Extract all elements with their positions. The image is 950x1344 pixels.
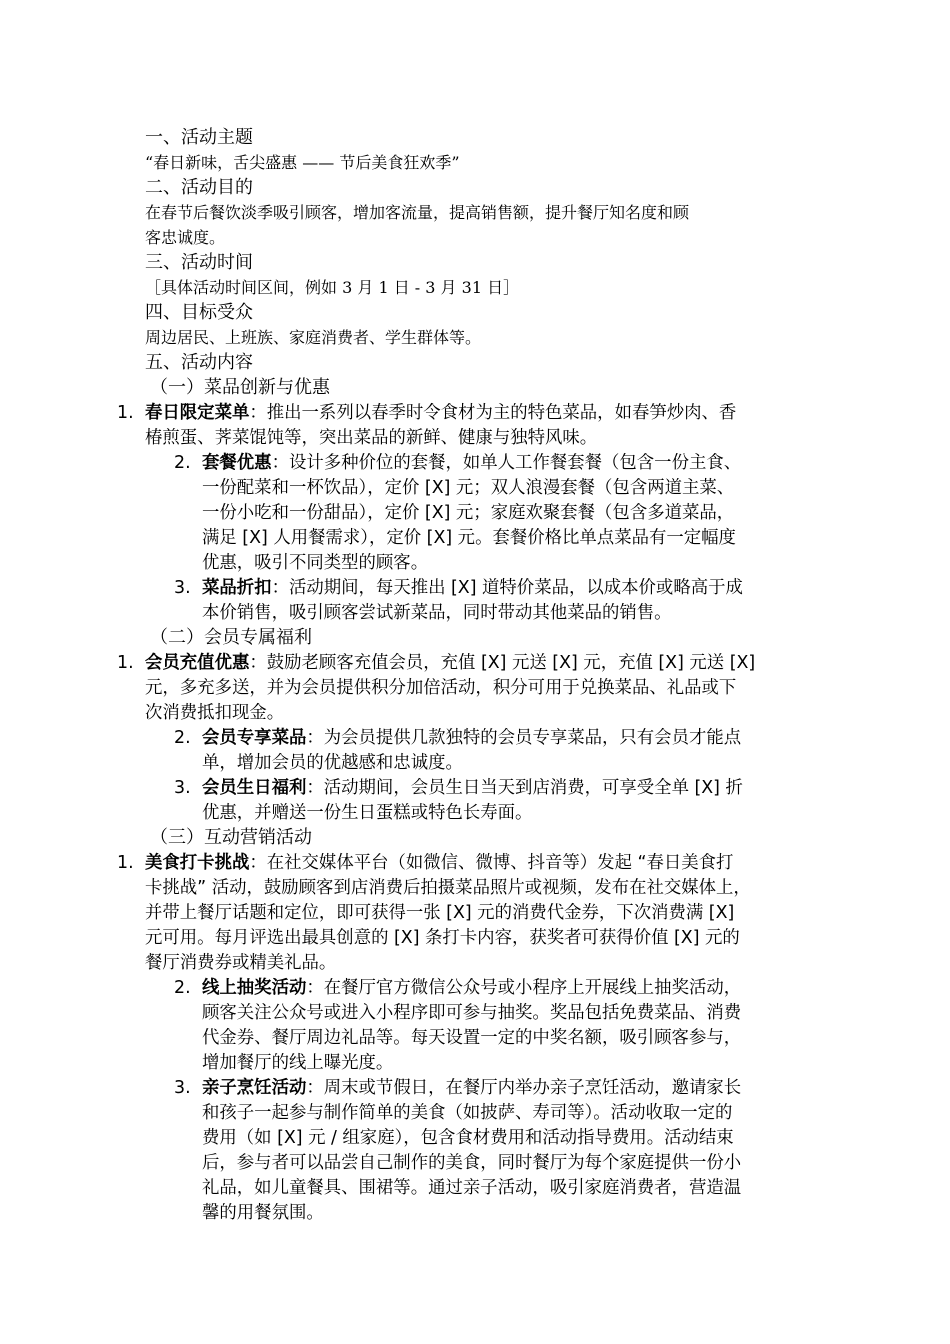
section-heading-audience: 四、目标受众 bbox=[145, 302, 253, 323]
time-text: ［具体活动时间区间，例如 3 月 1 日 - 3 月 31 日］ bbox=[145, 278, 520, 297]
item-line: 本价销售，吸引顾客尝试新菜品，同时带动其他菜品的销售。 bbox=[202, 603, 672, 623]
item-line: 线上抽奖活动：在餐厅官方微信公众号或小程序上开展线上抽奖活动， bbox=[202, 978, 742, 998]
item-line: 一份小吃和一份甜品），定价 [X] 元；家庭欢聚套餐（包含多道菜品， bbox=[202, 503, 735, 523]
item-label: 会员充值优惠 bbox=[145, 653, 250, 673]
purpose-text-line-2: 客忠诚度。 bbox=[145, 228, 226, 247]
item-line: 优惠，吸引不同类型的顾客。 bbox=[202, 553, 429, 573]
item-label: 会员生日福利 bbox=[202, 778, 307, 798]
item-line: 增加餐厅的线上曝光度。 bbox=[202, 1053, 394, 1073]
audience-text: 周边居民、上班族、家庭消费者、学生群体等。 bbox=[145, 328, 482, 347]
item-label: 亲子烹饪活动 bbox=[202, 1078, 307, 1098]
item-line: 代金券、餐厅周边礼品等。每天设置一定的中奖名额，吸引顾客参与， bbox=[202, 1028, 742, 1048]
item-line: 会员专享菜品：为会员提供几款独特的会员专享菜品，只有会员才能点 bbox=[202, 728, 742, 748]
section-heading-time: 三、活动时间 bbox=[145, 252, 253, 273]
item-label: 美食打卡挑战 bbox=[145, 853, 250, 873]
subsection-members: （二）会员专属福利 bbox=[150, 627, 312, 648]
item-line: 卡挑战” 活动，鼓励顾客到店消费后拍摄菜品照片或视频，发布在社交媒体上， bbox=[145, 878, 751, 898]
item-line: 次消费抵扣现金。 bbox=[145, 703, 285, 723]
item-line: 餐厅消费券或精美礼品。 bbox=[145, 953, 337, 973]
section-heading-content: 五、活动内容 bbox=[145, 352, 253, 373]
item-line: 套餐优惠：设计多种价位的套餐，如单人工作餐套餐（包含一份主食、 bbox=[202, 453, 742, 473]
list-number: 2. bbox=[174, 978, 191, 998]
section-heading-purpose: 二、活动目的 bbox=[145, 177, 253, 198]
item-line: 后，参与者可以品尝自己制作的美食，同时餐厅为每个家庭提供一份小 bbox=[202, 1153, 742, 1173]
item-line: 和孩子一起参与制作简单的美食（如披萨、寿司等）。活动收取一定的 bbox=[202, 1103, 733, 1123]
list-number: 1. bbox=[117, 403, 134, 423]
list-number: 1. bbox=[117, 853, 134, 873]
purpose-text-line-1: 在春节后餐饮淡季吸引顾客，增加客流量，提高销售额，提升餐厅知名度和顾 bbox=[145, 203, 690, 222]
item-line: 满足 [X] 人用餐需求），定价 [X] 元。套餐价格比单点菜品有一定幅度 bbox=[202, 528, 736, 548]
item-label: 线上抽奖活动 bbox=[202, 978, 307, 998]
item-line: 美食打卡挑战：在社交媒体平台（如微信、微博、抖音等）发起 “春日美食打 bbox=[145, 853, 734, 873]
list-number: 2. bbox=[174, 728, 191, 748]
item-label: 春日限定菜单 bbox=[145, 403, 250, 423]
item-line: 馨的用餐氛围。 bbox=[202, 1203, 324, 1223]
item-line: 元，多充多送，并为会员提供积分加倍活动，积分可用于兑换菜品、礼品或下 bbox=[145, 678, 737, 698]
list-number: 3. bbox=[174, 778, 191, 798]
item-line: 春日限定菜单：推出一系列以春季时令食材为主的特色菜品，如春笋炒肉、香 bbox=[145, 403, 737, 423]
item-label: 会员专享菜品 bbox=[202, 728, 307, 748]
list-number: 3. bbox=[174, 1078, 191, 1098]
item-line: 亲子烹饪活动：周末或节假日，在餐厅内举办亲子烹饪活动，邀请家长 bbox=[202, 1078, 742, 1098]
item-label: 菜品折扣 bbox=[202, 578, 272, 598]
subsection-dishes: （一）菜品创新与优惠 bbox=[150, 377, 330, 398]
item-line: 椿煎蛋、荠菜馄饨等，突出菜品的新鲜、健康与独特风味。 bbox=[145, 428, 598, 448]
item-line: 会员充值优惠：鼓励老顾客充值会员，充值 [X] 元送 [X] 元，充值 [X] 元送 [X] bbox=[145, 653, 756, 673]
item-line: 顾客关注公众号或进入小程序即可参与抽奖。奖品包括免费菜品、消费 bbox=[202, 1003, 742, 1023]
item-line: 元可用。每月评选出最具创意的 [X] 条打卡内容，获奖者可获得价值 [X] 元的 bbox=[145, 928, 740, 948]
subsection-interactive: （三）互动营销活动 bbox=[150, 827, 312, 848]
item-line: 礼品，如儿童餐具、围裙等。通过亲子活动，吸引家庭消费者，营造温 bbox=[202, 1178, 742, 1198]
item-line: 并带上餐厅话题和定位，即可获得一张 [X] 元的消费代金券，下次消费满 [X] bbox=[145, 903, 735, 923]
item-line: 单，增加会员的优越感和忠诚度。 bbox=[202, 753, 463, 773]
section-heading-theme: 一、活动主题 bbox=[145, 127, 253, 148]
list-number: 2. bbox=[174, 453, 191, 473]
item-line: 菜品折扣：活动期间，每天推出 [X] 道特价菜品，以成本价或略高于成 bbox=[202, 578, 743, 598]
item-line: 费用（如 [X] 元 / 组家庭），包含食材费用和活动指导费用。活动结束 bbox=[202, 1128, 734, 1148]
item-line: 一份配菜和一杯饮品），定价 [X] 元；双人浪漫套餐（包含两道主菜、 bbox=[202, 478, 735, 498]
theme-text: “春日新味，舌尖盛惠 —— 节后美食狂欢季” bbox=[145, 153, 460, 172]
list-number: 3. bbox=[174, 578, 191, 598]
item-line: 优惠，并赠送一份生日蛋糕或特色长寿面。 bbox=[202, 803, 533, 823]
item-label: 套餐优惠 bbox=[202, 453, 272, 473]
item-line: 会员生日福利：活动期间，会员生日当天到店消费，可享受全单 [X] 折 bbox=[202, 778, 743, 798]
list-number: 1. bbox=[117, 653, 134, 673]
